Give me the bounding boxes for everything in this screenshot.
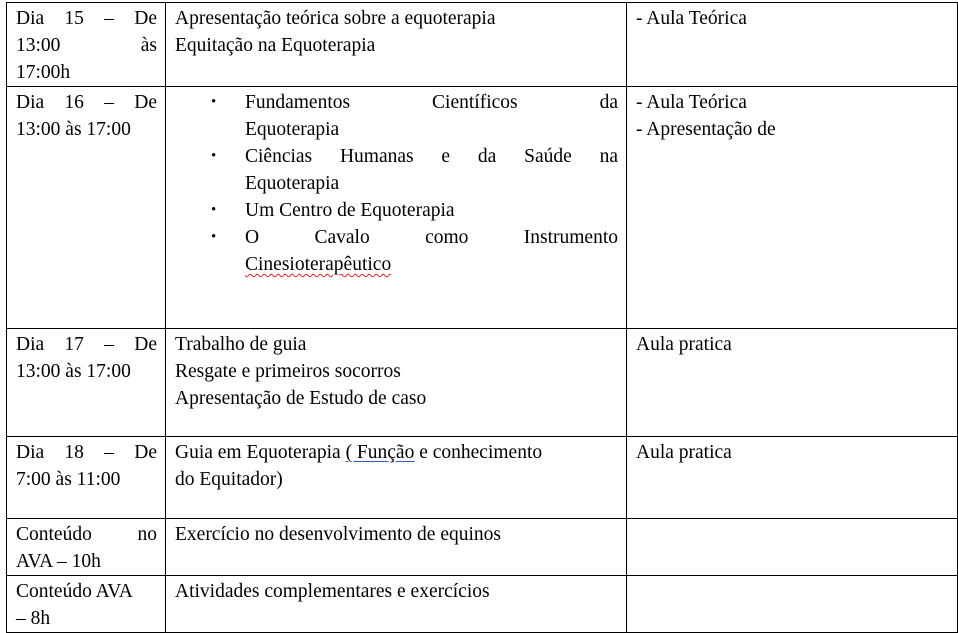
date-cell [7,329,166,437]
bullet-icon: • [211,148,217,164]
date-line: 7:00 às 11:00 [16,469,121,490]
type-cell [627,3,958,87]
date-line: AVA – 10h [16,551,101,572]
topic-line: Trabalho de guia [175,334,307,355]
date-line: 13:00 às 17:00 [16,119,131,140]
spellcheck-marked-word: Cinesioterapêutico [245,254,392,275]
date-line: Dia 16 – De [16,92,157,113]
topic-bullet-list [175,89,618,278]
topic-line-wrapper [245,251,618,278]
date-cell [7,3,166,87]
topics-cell [166,87,627,329]
topics-cell [166,519,627,576]
topic-line: Exercício no desenvolvimento de equinos [175,524,501,545]
topic-line: O Cavalo como Instrumento [245,227,618,248]
date-line: 13:00 às [16,35,157,56]
date-cell [7,519,166,576]
table-row [7,437,958,519]
date-cell [7,437,166,519]
bullet-icon: • [211,229,217,245]
table-row [7,329,958,437]
type-line: - Aula Teórica [636,92,747,113]
topics-cell [166,576,627,633]
type-line: - Aula Teórica [636,8,747,29]
date-line: Dia 17 – De [16,334,157,355]
topic-line: Ciências Humanas e da Saúde na [245,146,618,167]
bullet-icon: • [211,94,217,110]
date-cell [7,87,166,329]
topic-line: Um Centro de Equoterapia [245,200,455,221]
topics-cell [166,3,627,87]
grammar-marked-text: ( Função [345,442,415,463]
table-row [7,87,958,329]
list-item [211,89,618,143]
topic-line: Apresentação teórica sobre a equoterapia [175,8,496,29]
date-line: Dia 18 – De [16,442,157,463]
list-item [211,197,618,224]
topic-line: Resgate e primeiros socorros [175,361,401,382]
topic-line [175,439,618,466]
type-cell [627,576,958,633]
date-cell [7,576,166,633]
topics-cell [166,329,627,437]
topic-line: Equitação na Equoterapia [175,35,376,56]
topic-line: Fundamentos Científicos da [245,92,618,113]
topic-text: e conhecimento [414,442,543,463]
topic-line: do Equitador) [175,469,283,490]
topic-text: Guia em Equoterapia [175,442,346,463]
topic-line: Equoterapia [245,119,340,140]
date-line: Conteúdo no [16,524,157,545]
type-cell [627,437,958,519]
type-line: Aula pratica [636,334,732,355]
type-line: - Apresentação de [636,119,776,140]
type-cell [627,87,958,329]
topics-cell [166,437,627,519]
bullet-icon: • [211,202,217,218]
table-row [7,3,958,87]
table-row [7,576,958,633]
date-line: 17:00h [16,62,71,83]
list-item [211,143,618,197]
date-line: Dia 15 – De [16,8,157,29]
date-line: 13:00 às 17:00 [16,361,131,382]
list-item [211,224,618,278]
topic-line: Apresentação de Estudo de caso [175,388,427,409]
table-row [7,519,958,576]
schedule-table [6,2,958,633]
date-line: – 8h [16,608,51,629]
type-line: Aula pratica [636,442,732,463]
type-cell [627,519,958,576]
type-cell [627,329,958,437]
topic-line: Equoterapia [245,173,340,194]
date-line: Conteúdo AVA [16,581,133,602]
topic-line: Atividades complementares e exercícios [175,581,490,602]
